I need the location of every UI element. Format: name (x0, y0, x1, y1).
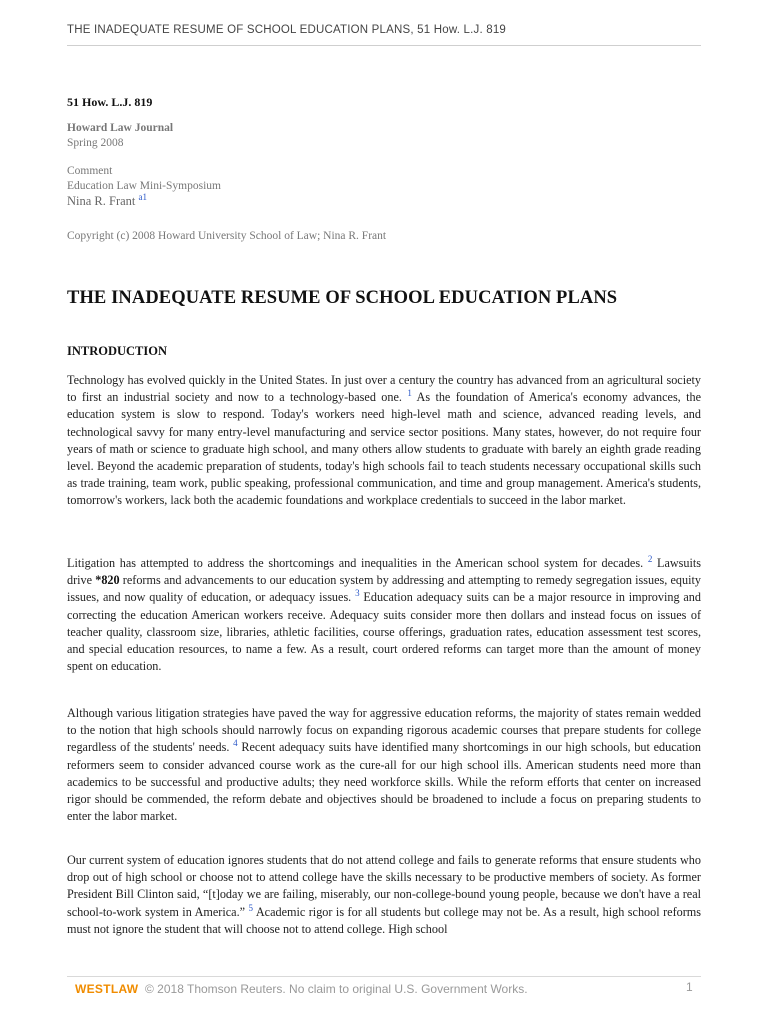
author-name: Nina R. Frant (67, 194, 136, 208)
footnote-link-1[interactable]: 1 (407, 388, 412, 399)
header-divider (67, 45, 701, 46)
article-type-info (67, 164, 667, 209)
symposium-name: Education Law Mini-Symposium (67, 180, 221, 192)
paragraph-text: Although various litigation strategies have paved the way for aggressive education reforms, the majority of states remain wedded to the notion that high schools should narrowly focus on expanding rigorous academic courses that prepare students for college regardless of the students' needs. (67, 706, 701, 755)
footnote-link-5[interactable]: 5 (248, 902, 254, 913)
paragraph-text: Education adequacy suits can be a major resource in improving and correcting the education American workers receive. Adequacy suits consider more then dollars and instead focus on issues of teacher quality, classroom size, libraries, athletic facilities, course offerings, graduation rates, education assessment test scores, and special education resources, to name a few. As a result, court ordered reforms can target more than the amount of money spent on education. (67, 590, 701, 674)
paragraph-text: Technology has evolved quickly in the United States. In just over a century the country has advanced from an agricultural society to first an industrial society and now to a technology-based one. (67, 373, 701, 405)
paragraph-3 (67, 705, 701, 825)
journal-info (67, 121, 667, 151)
footer-copyright: © 2018 Thomson Reuters. No claim to original U.S. Government Works. (145, 982, 528, 996)
article-title: THE INADEQUATE RESUME OF SCHOOL EDUCATION PLANS (67, 288, 618, 308)
footnote-link-3[interactable]: 3 (355, 588, 360, 599)
footnote-link-2[interactable]: 2 (647, 553, 653, 564)
journal-issue: Spring 2008 (67, 137, 124, 149)
citation: 51 How. L.J. 819 (67, 95, 153, 109)
author-line (67, 191, 667, 209)
westlaw-logo: WESTLAW (75, 982, 139, 996)
paragraph-text: Academic rigor is for all students but college may not be. As a result, high school reforms must not ignore the student that will choose not to attend college. High school (67, 904, 702, 936)
section-heading: INTRODUCTION (67, 344, 168, 358)
paragraph-text: Lawsuits drive (67, 556, 702, 588)
star-page-marker: *820 (95, 573, 120, 588)
paragraph-4 (67, 852, 701, 938)
footnote-link-4[interactable]: 4 (233, 738, 238, 749)
paragraph-text: reforms and advancements to our education system by addressing and attempting to remedy segregation issues, equity issues, and now quality of education, or adequacy issues. (67, 573, 701, 605)
running-header: THE INADEQUATE RESUME OF SCHOOL EDUCATION PLANS, 51 How. L.J. 819 (67, 24, 507, 36)
journal-name: Howard Law Journal (67, 122, 174, 134)
paragraph-text: Our current system of education ignores students that do not attend college and fails to generate reforms that ensure students who drop out of high school or choose not to attend college have the skills necessary to be productive members of society. As former President Bill Clinton said, “[t]oday we are failing, miserably, our non-college-bound young people, because we don't have a real school-to-work system in America.” (67, 853, 701, 919)
copyright-line: Copyright (c) 2008 Howard University School of Law; Nina R. Frant (67, 230, 387, 242)
paragraph-2 (67, 555, 701, 675)
footer-divider (67, 976, 701, 977)
page-number: 1 (686, 980, 693, 994)
author-footnote-link[interactable]: a1 (138, 191, 148, 202)
paragraph-text: As the foundation of America's economy advances, the education system is slow to respond. Today's workers need high-level math and science, advanced reading levels, and technological savvy for many entry-level manufacturing and service sector positions. Many states, however, do not require four years of math or science to graduate high school, and many others allow students to graduate with barely an eighth grade reading level. Beyond the academic preparation of students, today's high schools fail to teach students necessary occupational skills such as trade training, team work, public speaking, professional communication, and time and group management. America's students, tomorrow's workers, lack both the academic foundations and workplace credentials to succeed in the labor market. (67, 390, 701, 508)
article-type: Comment (67, 165, 113, 177)
paragraph-text: Recent adequacy suits have identified many shortcomings in our high schools, but education reformers seem to consider advanced course work as the cure-all for our high school ills. American students need more than academics to be successful and productive adults; they need workforce skills. While the reform efforts that center on increased rigor should be commended, the reform debate and objectives should be broadened to include a focus on preparing students to enter the labor market. (67, 740, 701, 824)
paragraph-1 (67, 372, 701, 510)
paragraph-text: Litigation has attempted to address the shortcomings and inequalities in the American school system for decades. (67, 556, 644, 570)
